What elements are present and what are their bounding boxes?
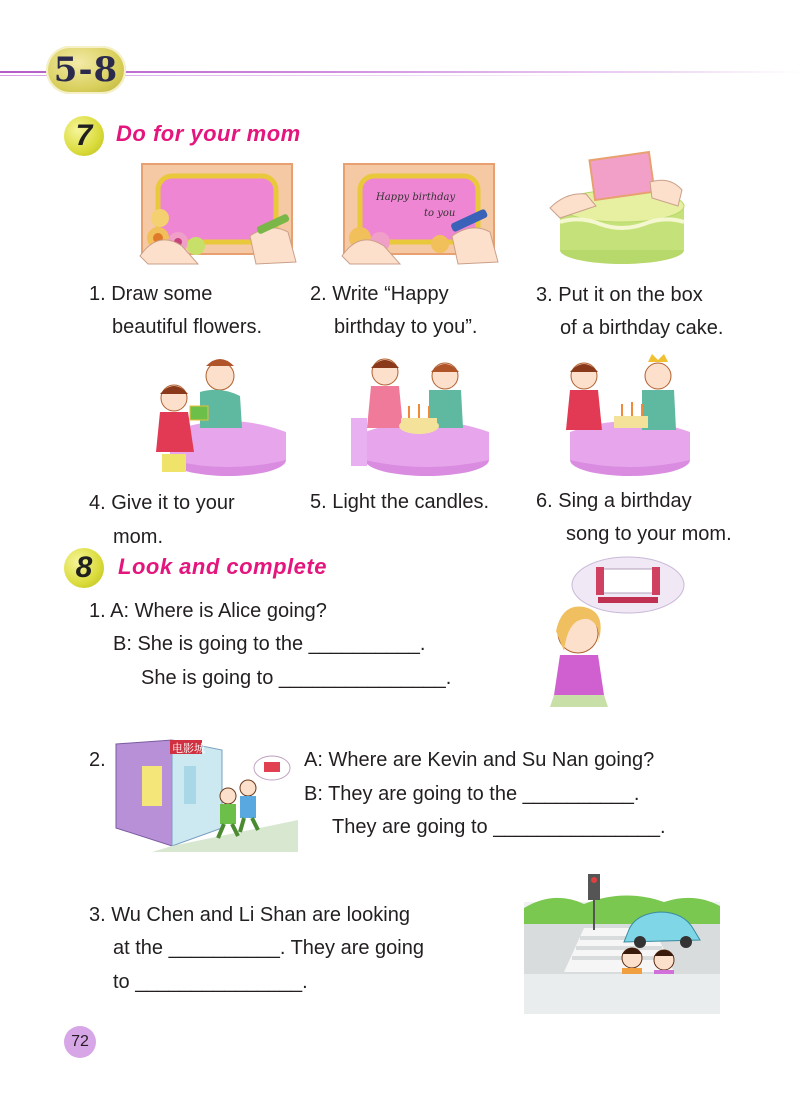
step-1-line2: beautiful flowers.	[112, 316, 263, 338]
illustration-kevin-sunan-street	[112, 736, 298, 852]
step-5-line1: 5. Light the candles.	[310, 491, 490, 513]
illustration-give-to-mom	[138, 348, 288, 478]
chair-icon	[162, 454, 186, 472]
flower-icon	[187, 237, 205, 255]
step-3-line1: 3. Put it on the box	[536, 284, 703, 306]
card-text-line1: Happy birthday	[376, 192, 456, 203]
mom-hair-icon	[206, 359, 234, 366]
q1-line2: B: She is going to the __________.	[113, 633, 426, 655]
section-7-number-badge	[64, 116, 104, 156]
q1-line1: 1. A: Where is Alice going?	[89, 600, 327, 622]
step-1-line1: 1. Draw some	[89, 283, 213, 305]
wheel-icon	[680, 936, 692, 948]
sunan-leg-icon	[240, 818, 244, 832]
sunan-head-icon	[240, 780, 256, 796]
wheel-icon	[634, 936, 646, 948]
curtain-icon	[652, 567, 660, 595]
kevin-body-icon	[220, 804, 236, 824]
card-text-line2: to you	[424, 208, 456, 219]
mom-head-icon	[206, 362, 234, 390]
q2-line3: They are going to _______________.	[332, 816, 666, 838]
unit-badge	[46, 46, 126, 94]
girl-hair-icon	[371, 360, 399, 368]
sunan-body-icon	[240, 796, 256, 818]
cinema-screen-icon	[600, 569, 656, 593]
gift-icon	[264, 762, 280, 772]
q2-line2: B: They are going to the __________.	[304, 783, 640, 805]
red-light-icon	[591, 877, 597, 883]
q2-line1: A: Where are Kevin and Su Nan going?	[304, 749, 655, 771]
cake-icon	[401, 418, 437, 428]
trees-icon	[524, 895, 720, 924]
gift-icon	[190, 406, 208, 420]
alice-dress-icon	[554, 655, 604, 695]
chair-icon	[351, 418, 367, 466]
flower-icon	[151, 209, 169, 227]
shop-window-icon	[184, 766, 196, 804]
seats-icon	[598, 597, 658, 603]
girl-dress-icon	[367, 386, 403, 428]
girl-hair-icon	[160, 386, 188, 394]
alice-skirt-icon	[550, 695, 608, 707]
sunan-leg-icon	[252, 818, 258, 830]
cake-card	[590, 152, 655, 200]
step-6-line1: 6. Sing a birthday	[536, 490, 692, 512]
step-2-line1: 2. Write “Happy	[310, 283, 449, 305]
step-4-line2: mom.	[113, 526, 163, 548]
curtain-icon	[596, 567, 604, 595]
page-number: 72	[64, 1026, 96, 1058]
illustration-cake-box	[540, 146, 690, 268]
kevin-head-icon	[220, 788, 236, 804]
section-7-title: Do for your mom	[116, 121, 301, 146]
q3-line1: 3. Wu Chen and Li Shan are looking	[89, 904, 410, 926]
girl-dress-icon	[156, 412, 194, 452]
sidewalk-icon	[524, 974, 720, 1014]
unit-label: 5-8	[53, 50, 119, 90]
flower-icon	[431, 235, 449, 253]
traffic-light-pole-icon	[593, 900, 595, 930]
illustration-crosswalk	[524, 868, 720, 1014]
illustration-sing-song	[556, 348, 696, 478]
step-2-line2: birthday to you”.	[334, 316, 478, 338]
unit-header	[0, 46, 800, 96]
illustration-light-candles	[345, 348, 495, 478]
girl-dress-icon	[566, 390, 602, 430]
illustration-alice-cinema	[544, 555, 694, 715]
q3-line3: to _______________.	[113, 971, 308, 993]
section-8-title: Look and complete	[118, 554, 327, 579]
building-front-icon	[172, 740, 222, 846]
girl-hair-icon	[570, 364, 598, 372]
cinema-sign-text: 电影城	[172, 742, 205, 755]
illustration-draw-flowers	[138, 160, 298, 266]
step-3-line2: of a birthday cake.	[560, 317, 724, 339]
mom-head-icon	[645, 363, 671, 389]
crown-icon	[648, 354, 668, 362]
shop-window-icon	[142, 766, 162, 806]
step-4-line1: 4. Give it to your	[89, 492, 235, 514]
q3-line2: at the __________. They are going	[113, 937, 424, 959]
q2-number: 2.	[89, 749, 106, 771]
illustration-write-card	[340, 160, 500, 266]
q1-line3: She is going to _______________.	[141, 667, 452, 689]
mom-hair-icon	[431, 364, 459, 372]
section-8-number-badge	[64, 548, 104, 588]
section-7-number: 7	[75, 119, 93, 152]
cake-icon	[614, 416, 648, 428]
step-6-line2: song to your mom.	[566, 523, 732, 545]
section-8-number: 8	[75, 551, 93, 584]
